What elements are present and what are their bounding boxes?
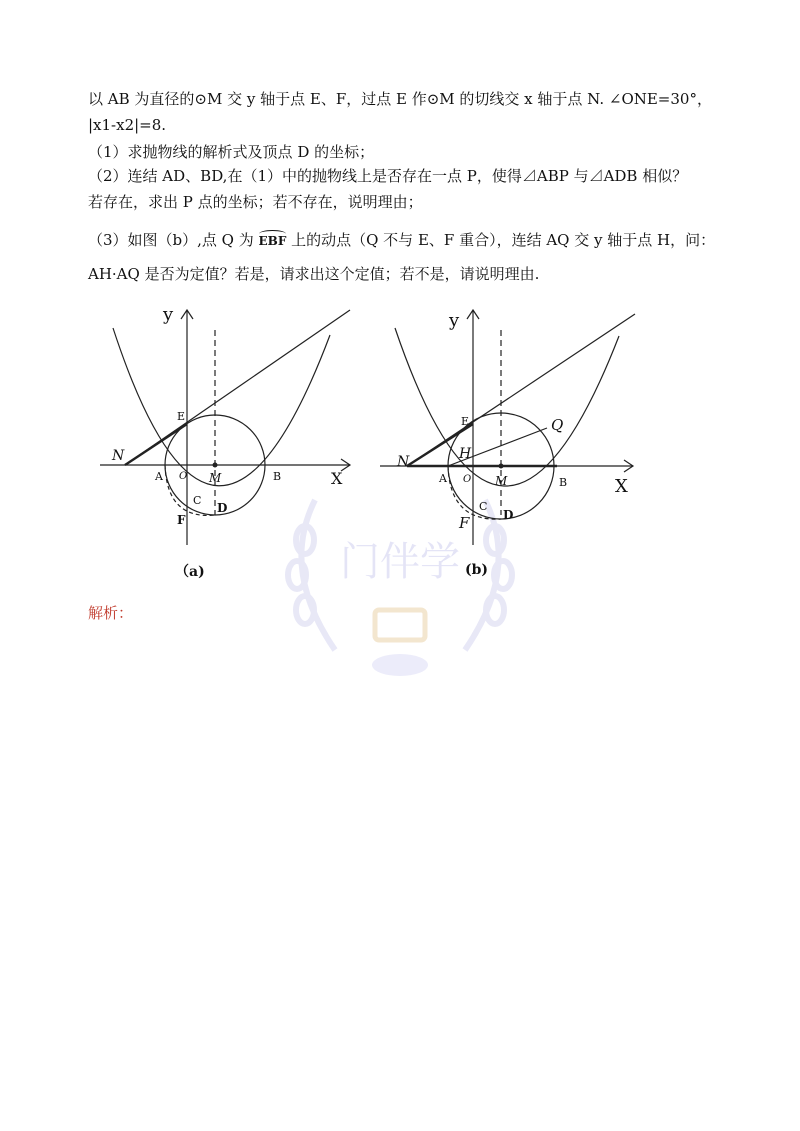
caption-b: (b) bbox=[465, 562, 489, 578]
problem-text-line-1: 以 AB 为直径的⊙M 交 y 轴于点 E、F，过点 E 作⊙M 的切线交 x 轴于点 N. ∠ONE=30°， bbox=[88, 90, 712, 108]
svg-text:门伴学: 门伴学 bbox=[340, 539, 460, 585]
label-n: N bbox=[397, 454, 410, 470]
label-q: Q bbox=[551, 416, 564, 434]
figure-b bbox=[375, 300, 655, 590]
label-d: D bbox=[217, 501, 228, 515]
label-e: E bbox=[177, 410, 186, 423]
label-o: O bbox=[463, 474, 472, 485]
label-y: y bbox=[449, 310, 460, 331]
label-m: M bbox=[495, 474, 508, 488]
label-n: N bbox=[112, 448, 125, 464]
label-h: H bbox=[459, 446, 472, 462]
label-x: X bbox=[615, 476, 628, 497]
question-3-suffix: 上的动点（Q 不与 E、F 重合），连结 AQ 交 y 轴于点 H，问： bbox=[286, 231, 716, 249]
label-a: A bbox=[439, 472, 447, 485]
label-a: A bbox=[155, 470, 163, 483]
caption-a: （a) bbox=[175, 564, 205, 580]
question-2-continued: 若存在，求出 P 点的坐标；若不存在，说明理由； bbox=[88, 193, 423, 211]
label-c: C bbox=[479, 500, 488, 513]
label-c: C bbox=[193, 494, 202, 507]
parabola bbox=[395, 328, 619, 486]
label-f: F bbox=[177, 513, 186, 527]
question-3-prefix: （3）如图（b）,点 Q 为 bbox=[88, 231, 259, 249]
label-o: O bbox=[179, 471, 188, 482]
label-m: M bbox=[209, 471, 222, 485]
arc-ebf: EBF bbox=[259, 230, 287, 248]
label-x: X bbox=[331, 469, 343, 488]
label-e: E bbox=[461, 415, 470, 428]
label-y: y bbox=[163, 304, 174, 325]
analysis-label: 解析： bbox=[88, 604, 134, 622]
label-b: B bbox=[559, 476, 568, 489]
label-d: D bbox=[503, 508, 514, 522]
question-3-continued: AH·AQ 是否为定值？若是，请求出这个定值；若不是，请说明理由. bbox=[88, 265, 540, 283]
label-b: B bbox=[273, 470, 282, 483]
problem-text-line-2: |x1-x2|=8. bbox=[88, 116, 167, 134]
question-1: （1）求抛物线的解析式及顶点 D 的坐标； bbox=[88, 143, 375, 161]
label-f: F bbox=[459, 514, 470, 532]
parabola bbox=[113, 328, 330, 486]
question-2: （2）连结 AD、BD,在（1）中的抛物线上是否存在一点 P，使得⊿ABP 与⊿ADB 相似？ bbox=[88, 167, 688, 185]
figure-a bbox=[95, 300, 375, 590]
question-3 bbox=[88, 229, 715, 250]
